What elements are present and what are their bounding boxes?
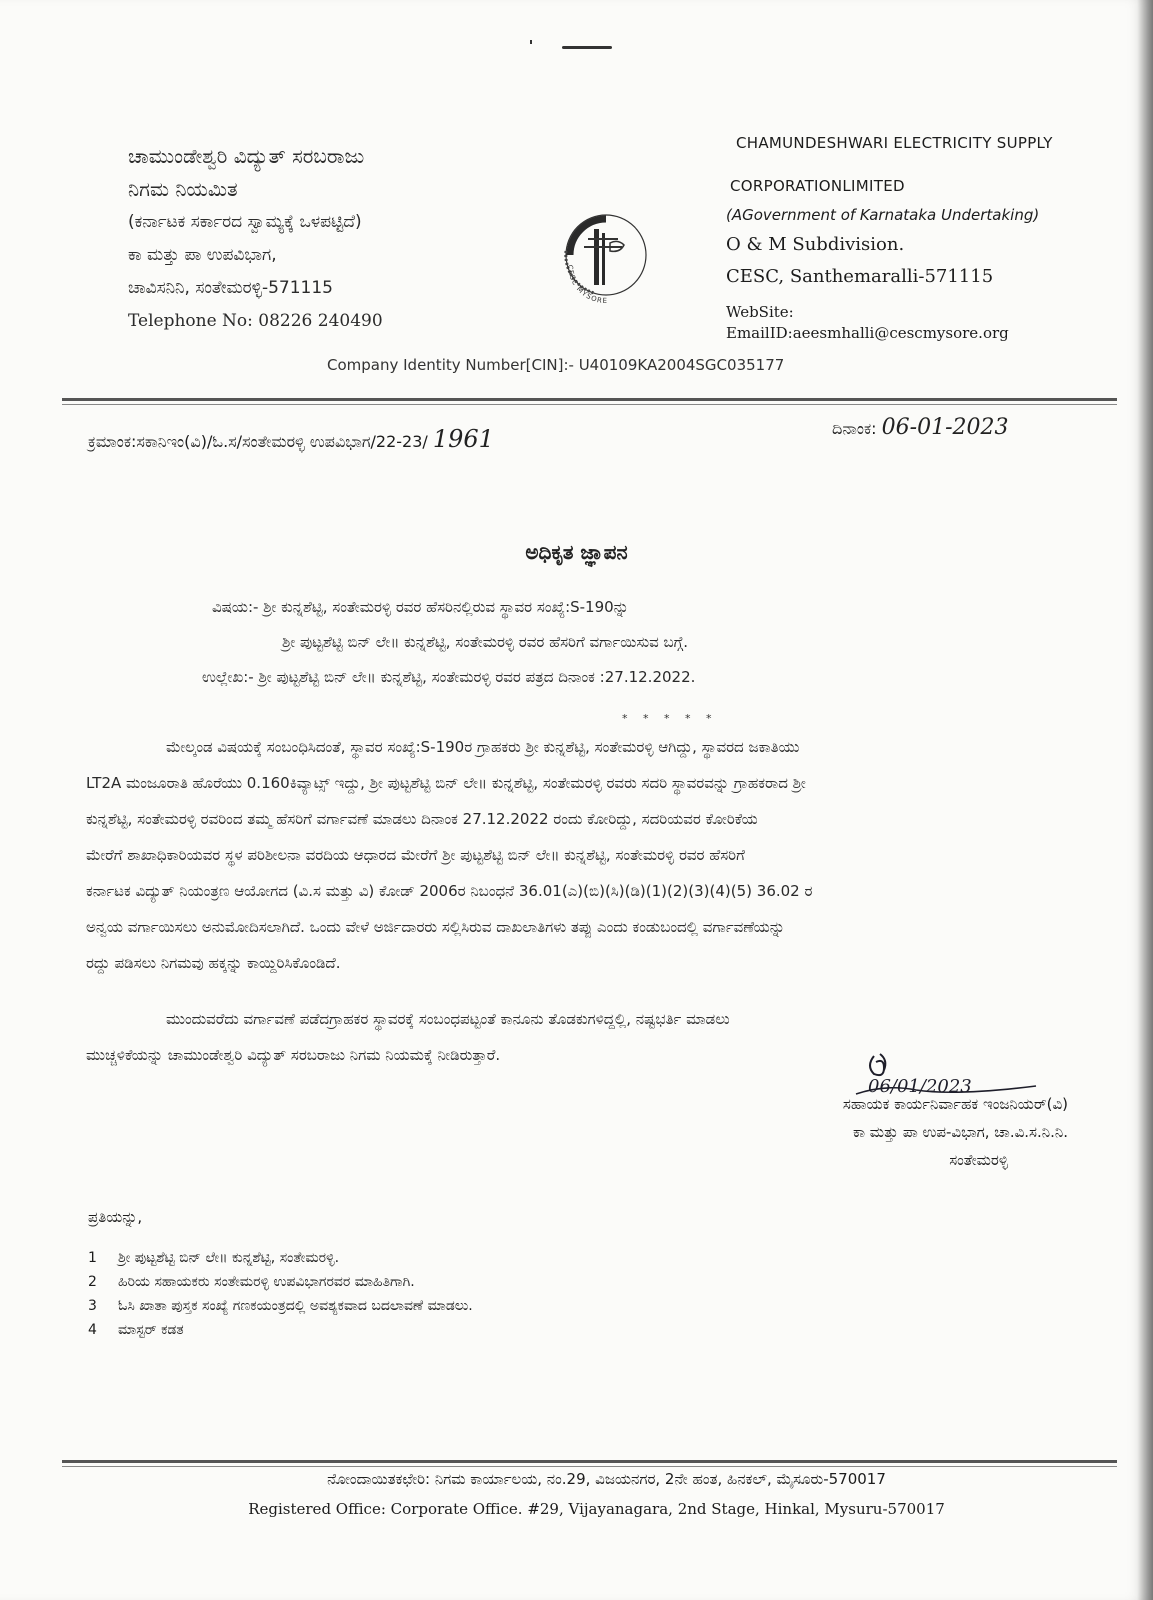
email-id: EmailID:aeesmhalli@cescmysore.org xyxy=(726,324,1009,342)
subject-line-2: ಶ್ರೀ ಪುಟ್ಟಶೆಟ್ಟಿ ಬಿನ್ ಲೇ॥ ಕುನ್ನಶೆಟ್ಟಿ, ಸಂತೇಮರಳ್ಳಿ ರವರ ಹೆಸರಿಗೆ ವರ್ಗಾಯಿಸುವ ಬಗ್ಗೆ. xyxy=(282,633,688,651)
footer-registered-office-kannada: ನೋಂದಾಯಿತಕಛೇರಿ: ನಿಗಮ ಕಾರ್ಯಾಲಯ, ನಂ.29, ವಿಜಯನಗರ, 2ನೇ ಹಂತ, ಹಿನಕಲ್, ಮೈಸೂರು-570017 xyxy=(327,1470,886,1488)
footer-registered-office-english: Registered Office: Corporate Office. #29, Vijayanagara, 2nd Stage, Hinkal, Mysuru-570017 xyxy=(248,1500,945,1518)
address-kannada: ಚಾವಿಸನಿನಿ, ಸಂತೇಮರಳ್ಳಿ-571115 xyxy=(128,278,333,298)
subdivision-kannada: ಕಾ ಮತ್ತು ಪಾ ಉಪವಿಭಾಗ, xyxy=(128,245,277,265)
copy-item: 1 ಶ್ರೀ ಪುಟ್ಟಶೆಟ್ಟಿ ಬಿನ್ ಲೇ॥ ಕುನ್ನಶೆಟ್ಟಿ, ಸಂತೇಮರಳ್ಳಿ. xyxy=(88,1250,340,1266)
address-english: CESC, Santhemaralli-571115 xyxy=(726,266,994,287)
body-line: ಕರ್ನಾಟಕ ವಿದ್ಯುತ್ ನಿಯಂತ್ರಣ ಆಯೋಗದ (ವಿ.ಸ ಮತ್ತು ವಿ) ಕೋಡ್ 2006ರ ನಿಬಂಧನೆ 36.01(ಎ)(ಬಿ)(ಸಿ)(ಡಿ)(1)(2)(3)(4)(5) 36.02 ರ xyxy=(86,882,813,900)
company-name-english: CHAMUNDESHWARI ELECTRICITY SUPPLY xyxy=(736,134,1053,152)
top-dot xyxy=(530,40,532,44)
copy-item: 3 ಓಸಿ ಖಾತಾ ಪುಸ್ತಕ ಸಂಖ್ಯೆ ಗಣಕಯಂತ್ರದಲ್ಲಿ ಅವಶ್ಯಕವಾದ ಬದಲಾವಣೆ ಮಾಡಲು. xyxy=(88,1298,473,1314)
reference-number xyxy=(88,425,494,453)
page-edge-shadow xyxy=(1137,0,1153,1600)
top-mark xyxy=(562,46,612,49)
company-identity-number: Company Identity Number[CIN]:- U40109KA2004SGC035177 xyxy=(327,356,785,374)
body-line: LT2A ಮಂಜೂರಾತಿ ಹೊರೆಯು 0.160ಕಿವ್ಯಾಟ್ಸ್ ಇದ್ದು, ಶ್ರೀ ಪುಟ್ಟಶೆಟ್ಟಿ ಬಿನ್ ಲೇ॥ ಕುನ್ನಶೆಟ್ಟಿ, ಸಂತೇಮರಳ್ಳಿ ರವರು ಸದರಿ ಸ್ಥಾವರವನ್ನು ಗ್ರಾಹಕರಾದ ಶ್ರೀ xyxy=(86,774,806,792)
svg-text:CESC MYSORE xyxy=(566,264,608,305)
subject-reference: ಉಲ್ಲೇಖ:- ಶ್ರೀ ಪುಟ್ಟಶೆಟ್ಟಿ ಬಿನ್ ಲೇ॥ ಕುನ್ನಶೆಟ್ಟಿ, ಸಂತೇಮರಳ್ಳಿ ರವರ ಪತ್ರದ ದಿನಾಂಕ :27.12.2022. xyxy=(202,668,696,686)
subdivision-english: O & M Subdivision. xyxy=(726,234,905,255)
body-line: ಮುಚ್ಚಳಿಕೆಯನ್ನು ಚಾಮುಂಡೇಶ್ವರಿ ವಿದ್ಯುತ್ ಸರಬರಾಜು ನಿಗಮ ನಿಯಮಕ್ಕೆ ನೀಡಿರುತ್ತಾರೆ. xyxy=(86,1046,501,1064)
footer-divider xyxy=(62,1460,1117,1463)
company-name-kannada: ಚಾಮುಂಡೇಶ್ವರಿ ವಿದ್ಯುತ್ ಸರಬರಾಜು xyxy=(128,144,365,168)
body-line: ಮುಂದುವರೆದು ವರ್ಗಾವಣೆ ಪಡೆದಗ್ರಾಹಕರ ಸ್ಥಾವರಕ್ಕೆ ಸಂಬಂಧಪಟ್ಟಂತೆ ಕಾನೂನು ತೊಡಕುಗಳಿದ್ದಲ್ಲಿ, ನಷ್ಟಭರ್ತಿ ಮಾಡಲು xyxy=(166,1010,730,1028)
body-line: ರದ್ದು ಪಡಿಸಲು ನಿಗಮವು ಹಕ್ಕನ್ನು ಕಾಯ್ದಿರಿಸಿಕೊಂಡಿದೆ. xyxy=(86,954,341,972)
date-label: ದಿನಾಂಕ: xyxy=(832,419,877,438)
footer-divider-thin xyxy=(62,1466,1117,1467)
copies-list xyxy=(88,1246,473,1342)
letterhead-left xyxy=(128,140,598,338)
undertaking-english: (AGovernment of Karnataka Undertaking) xyxy=(726,206,1040,224)
header-divider-thin xyxy=(62,404,1117,405)
reference-number-handwritten: 1961 xyxy=(432,425,494,453)
logo-text: CESC MYSORE xyxy=(565,264,609,306)
body-line: ಕುನ್ನಶೆಟ್ಟಿ, ಸಂತೇಮರಳ್ಳಿ ರವರಿಂದ ತಮ್ಮ ಹೆಸರಿಗೆ ವರ್ಗಾವಣೆ ಮಾಡಲು ದಿನಾಂಕ 27.12.2022 ರಂದು ಕೋರಿದ್ದು, ಸದರಿಯವರ ಕೋರಿಕೆಯ xyxy=(86,810,758,828)
separator-stars: * * * * * xyxy=(622,712,718,725)
signatory-designation: ಸಹಾಯಕ ಕಾರ್ಯನಿರ್ವಾಹಕ ಇಂಜನಿಯರ್(ವಿ) xyxy=(842,1095,1068,1113)
company-suffix-kannada: ನಿಗಮ ನಿಯಮಿತ xyxy=(128,177,238,201)
reference-number-text: ಕ್ರಮಾಂಕ:ಸಕಾನಿಇಂ(ವಿ)/ಓ.ಸ/ಸಂತೇಮರಳ್ಳಿ ಉಪವಿಭಾಗ/22-23/ xyxy=(88,432,428,451)
body-line: ಮೇಲ್ಕಂಡ ವಿಷಯಕ್ಕೆ ಸಂಬಂಧಿಸಿದಂತೆ, ಸ್ಥಾವರ ಸಂಖ್ಯೆ:S-190ರ ಗ್ರಾಹಕರು ಶ್ರೀ ಕುನ್ನಶೆಟ್ಟಿ, ಸಂತೇಮರಳ್ಳಿ ಆಗಿದ್ದು, ಸ್ಥಾವರದ ಜಕಾತಿಯು xyxy=(166,738,800,756)
letter-date xyxy=(832,415,1009,440)
signatory-office: ಕಾ ಮತ್ತು ಪಾ ಉಪ-ವಿಭಾಗ, ಚಾ.ವಿ.ಸ.ನಿ.ನಿ. xyxy=(852,1123,1068,1141)
date-handwritten: 06-01-2023 xyxy=(881,415,1009,440)
signatory-place: ಸಂತೇಮರಳ್ಳಿ xyxy=(949,1151,1008,1169)
header-divider xyxy=(62,398,1117,401)
signatory-block xyxy=(728,1090,1068,1174)
signature-date: 06/01/2023 xyxy=(868,1076,972,1097)
body-line: ಅನ್ವಯ ವರ್ಗಾಯಿಸಲು ಅನುಮೋದಿಸಲಾಗಿದೆ. ಒಂದು ವೇಳೆ ಅರ್ಜಿದಾರರು ಸಲ್ಲಿಸಿರುವ ದಾಖಲಾತಿಗಳು ತಪ್ಪು ಎಂದು ಕಂಡುಬಂದಲ್ಲಿ ವರ್ಗಾವಣೆಯನ್ನು xyxy=(86,918,785,936)
memo-title: ಅಧಿಕೃತ ಜ್ಞಾಪನ xyxy=(525,540,628,564)
website-label: WebSite: xyxy=(726,303,794,321)
subject-line-1: ವಿಷಯ:- ಶ್ರೀ ಕುನ್ನಶೆಟ್ಟಿ, ಸಂತೇಮರಳ್ಳಿ ರವರ ಹೆಸರಿನಲ್ಲಿರುವ ಸ್ಥಾವರ ಸಂಖ್ಯೆ:S-190ನ್ನು xyxy=(212,598,629,616)
company-suffix-english: CORPORATIONLIMITED xyxy=(730,177,905,195)
body-line: ಮೇರೆಗೆ ಶಾಖಾಧಿಕಾರಿಯವರ ಸ್ಥಳ ಪರಿಶೀಲನಾ ವರದಿಯ ಆಧಾರದ ಮೇರೆಗೆ ಶ್ರೀ ಪುಟ್ಟಶೆಟ್ಟಿ ಬಿನ್ ಲೇ॥ ಕುನ್ನಶೆಟ್ಟಿ, ಸಂತೇಮರಳ್ಳಿ ರವರ ಹೆಸರಿಗೆ xyxy=(86,846,745,864)
copy-item: 2 ಹಿರಿಯ ಸಹಾಯಕರು ಸಂತೇಮರಳ್ಳಿ ಉಪವಿಭಾಗರವರ ಮಾಹಿತಿಗಾಗಿ. xyxy=(88,1274,415,1290)
cesc-logo xyxy=(554,203,658,307)
undertaking-kannada: (ಕರ್ನಾಟಕ ಸರ್ಕಾರದ ಸ್ವಾಮ್ಯಕ್ಕೆ ಒಳಪಟ್ಟಿದೆ) xyxy=(128,212,362,232)
copies-label: ಪ್ರತಿಯನ್ನು, xyxy=(88,1208,143,1226)
copy-item: 4 ಮಾಸ್ಟರ್ ಕಡತ xyxy=(88,1322,184,1338)
telephone: Telephone No: 08226 240490 xyxy=(128,311,383,331)
